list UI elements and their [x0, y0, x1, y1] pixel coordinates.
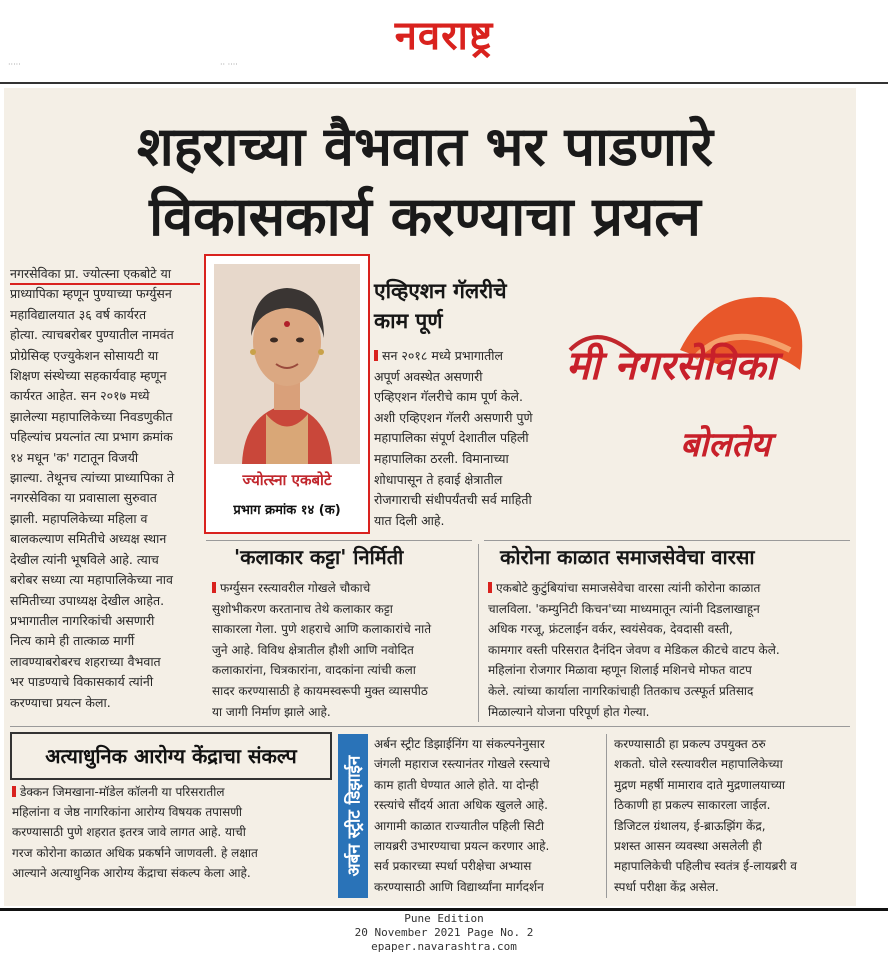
divider	[10, 726, 850, 727]
left-line: झाल्या. तेथूनच त्यांच्या प्राध्यापिका ते	[10, 470, 175, 486]
footer	[0, 912, 888, 954]
left-line: महाविद्यालयात ३६ वर्ष कार्यरत	[10, 306, 147, 322]
corona-line: कामगार वस्ती परिसरात दैनंदिन जेवण व मेडिकल कीटचे वाटप केले.	[488, 642, 780, 657]
portrait-photo	[214, 264, 360, 464]
aviation-line	[374, 346, 574, 367]
portrait-ward: प्रभाग क्रमांक १४ (क)	[233, 503, 341, 518]
aviation-line: रोजगाराची संधीपर्यंतची सर्व माहिती	[374, 492, 532, 508]
health-line	[12, 782, 332, 802]
column-logo	[560, 280, 850, 500]
left-line: प्रभागातील नागरिकांची असणारी	[10, 612, 155, 628]
corona-line-text: एकबोटे कुटुंबियांचा समाजसेवेचा वारसा त्यांनी कोरोना काळात	[496, 581, 761, 595]
left-line: १४ मधून 'क' गटातून विजयी	[10, 449, 139, 465]
health-line-text: डेक्कन जिमखाना-मॉडेल कॉलनी या परिसरातील	[20, 785, 225, 799]
divider	[484, 540, 850, 541]
portrait-box	[204, 254, 370, 534]
aviation-line-text: सन २०१८ मध्ये प्रभागातील	[382, 348, 503, 363]
left-line: नगरसेविका या प्रवासाला सुरुवात	[10, 490, 157, 506]
aviation-line: महापालिका संपूर्ण देशातील पहिली	[374, 430, 529, 446]
urban-line: अर्बन स्ट्रीट डिझाईनिंग या संकल्पनेनुसार	[374, 737, 545, 751]
aviation-title	[374, 276, 574, 336]
kalakar-line: कलाकारांना, चित्रकारांना, वादकांना त्यांची कला	[212, 663, 416, 678]
section-marker-icon	[374, 350, 378, 361]
kalakar-line: सादर करण्यासाठी हे कायमस्वरूपी मुक्त व्यासपीठ	[212, 683, 428, 698]
footer-rule	[0, 908, 888, 911]
left-line: कार्यरत आहेत. सन २०१७ मध्ये	[10, 388, 150, 404]
urban-line: करण्यासाठी हा प्रकल्प उपयुक्त ठरु	[614, 737, 766, 751]
corona-line: चालविला. 'कम्युनिटी किचन'च्या माध्यमातून त्यांनी दिडलाखाहून	[488, 601, 760, 616]
footer-edition: Pune Edition	[404, 912, 484, 925]
aviation-line: शोधापासून ते हवाई क्षेत्रातील	[374, 471, 503, 487]
left-line: भर पाडण्याचे विकासकार्य त्यांनी	[10, 674, 154, 690]
urban-design-tab	[338, 734, 368, 898]
urban-line: ठिकाणी हा प्रकल्प साकारला जाईल.	[614, 798, 771, 813]
left-line: समितीच्या उपाध्यक्ष देखील आहेत.	[10, 592, 165, 608]
kalakar-line: सुशोभीकरण करतानाच तेथे कलाकार कट्टा	[212, 601, 393, 616]
aviation-line: यात दिली आहे.	[374, 512, 445, 528]
logo-line-2: बोलतेय	[680, 425, 771, 465]
kalakar-line-text: फर्ग्युसन रस्त्यावरील गोखले चौकाचे	[220, 581, 371, 595]
section-marker-icon	[212, 582, 216, 593]
tiny-rule-mid: ·· ····	[220, 60, 238, 69]
left-column	[10, 264, 202, 713]
left-line: बालकल्याण समितीचे अध्यक्ष स्थान	[10, 531, 167, 547]
corona-line: मिळाल्याने योजना परिपूर्ण होत गेल्या.	[488, 704, 650, 719]
kalakar-body	[212, 578, 476, 722]
corona-line	[488, 578, 852, 599]
health-line: करण्यासाठी पुणे शहरात इतरत्र जावे लागत आहे. याची	[12, 825, 246, 840]
main-headline	[20, 112, 830, 252]
urban-line: जंगली महाराज रस्त्यानंतर गोखले रस्त्याचे	[374, 757, 550, 772]
health-line: आल्याने अत्याधुनिक आरोग्य केंद्राचा संकल्प केला आहे.	[12, 865, 251, 880]
urban-design-tab-label: अर्बन स्ट्रीट डिझाईन	[344, 755, 365, 877]
health-line: गरज कोरोना काळात अधिक प्रकर्षाने जाणवली. हे लक्षात	[12, 845, 258, 860]
corona-line: केले. त्यांच्या कार्याला नागरिकांचाही तितकाच उत्स्फूर्त प्रतिसाद	[488, 683, 754, 698]
left-line: प्राध्यापिका म्हणून पुण्याच्या फर्ग्युसन	[10, 286, 172, 302]
left-line: झालेल्या महापालिकेच्या निवडणुकीत	[10, 408, 173, 424]
divider	[206, 540, 472, 541]
urban-line: स्पर्धा परीक्षा केंद्र असेल.	[614, 879, 719, 894]
health-line: महिलांना व जेष्ठ नागरिकांना आरोग्य विषयक तपासणी	[12, 805, 242, 820]
footer-site-link[interactable]: epaper.navarashtra.com	[371, 940, 517, 953]
logo-line-1: मी नगरसेविका	[566, 343, 777, 389]
aviation-line: एव्हिएशन गॅलरीचे काम पूर्ण केले.	[374, 389, 523, 405]
left-line: देखील त्यांनी भूषविले आहे. त्याच	[10, 551, 159, 567]
left-line: प्रोग्रेसिव्ह एज्युकेशन सोसायटी या	[10, 347, 159, 363]
urban-line: महापालिकेची पहिलीच स्वतंत्र ई-लायब्ररी व	[614, 859, 797, 874]
kalakar-line	[212, 578, 476, 599]
aviation-body	[374, 346, 574, 531]
tiny-rule-left: ·····	[8, 60, 21, 69]
kalakar-line: जुने आहे. विविध क्षेत्रातील हौशी आणि नवोदित	[212, 642, 414, 657]
aviation-title-line-2: काम पूर्ण	[374, 309, 443, 333]
corona-title: कोरोना काळात समाजसेवेचा वारसा	[500, 545, 755, 569]
footer-date-page: 20 November 2021 Page No. 2	[354, 926, 534, 939]
urban-body-col-2	[614, 734, 852, 897]
urban-line: सर्व प्रकारच्या स्पर्धा परीक्षेचा अभ्यास	[374, 859, 532, 874]
divider	[606, 734, 607, 898]
section-marker-icon	[488, 582, 492, 593]
headline-line-2: विकासकार्य करण्याचा प्रयत्न	[149, 185, 701, 248]
left-line: होत्या. त्याचबरोबर पुण्यातील नामवंत	[10, 327, 174, 343]
section-marker-icon	[12, 786, 16, 797]
aviation-line: महापालिका ठरली. विमानाच्या	[374, 450, 509, 466]
urban-line: शकतो. घोले रस्त्यावरील महापालिकेच्या	[614, 757, 783, 772]
kalakar-line: साकारला गेला. पुणे शहराचे आणि कलाकारांचे नाते	[212, 622, 432, 637]
left-line: नगरसेविका प्रा. ज्योत्स्ना एकबोटे या	[10, 266, 172, 281]
divider	[478, 544, 479, 722]
masthead-rule	[0, 82, 888, 84]
aviation-line: अपूर्ण अवस्थेत असणारी	[374, 368, 483, 384]
corona-line: अधिक गरजू, फ्रंटलाईन वर्कर, स्वयंसेवक, देवदासी वस्ती,	[488, 622, 733, 637]
left-line: झाली. महापलिकेच्या महिला व	[10, 510, 148, 526]
urban-line: काम हाती घेण्यात आले होते. या दोन्ही	[374, 777, 539, 792]
corona-line: महिलांना रोजगार मिळावा म्हणून शिलाई मशिनचे मोफत वाटप	[488, 663, 752, 678]
headline-line-1: शहराच्या वैभवात भर पाडणारे	[136, 115, 714, 178]
kalakar-line: या जागी निर्माण झाले आहे.	[212, 704, 331, 719]
left-line: शिक्षण संस्थेच्या सहकार्यवाह म्हणून	[10, 368, 167, 384]
kalakar-title: 'कलाकार कट्टा' निर्मिती	[234, 545, 404, 569]
urban-line: डिजिटल ग्रंथालय, ई-ब्राऊझिंग केंद्र,	[614, 818, 766, 833]
health-body	[12, 782, 332, 883]
corona-body	[488, 578, 852, 722]
left-line: लावण्याबरोबरच शहराच्या वैभवात	[10, 653, 161, 669]
health-title: अत्याधुनिक आरोग्य केंद्राचा संकल्प	[10, 732, 332, 780]
urban-line: आगामी काळात राज्यातील पहिली सिटी	[374, 818, 545, 833]
left-line: नित्य कामे ही तात्काळ मार्गी	[10, 633, 135, 649]
urban-line: प्रशस्त आसन व्यवस्था असलेली ही	[614, 839, 762, 854]
aviation-line: अशी एव्हिएशन गॅलरी असणारी पुणे	[374, 409, 533, 425]
portrait-name: ज्योत्स्ना एकबोटे	[242, 471, 332, 489]
urban-line: करण्यासाठी आणि विद्यार्थ्यांना मार्गदर्शन	[374, 879, 544, 894]
masthead-logo: नवराष्ट्र	[394, 13, 494, 59]
left-line: करण्याचा प्रयत्न केला.	[10, 694, 111, 710]
urban-line: मुद्रण महर्षी मामाराव दाते मुद्रणालयाच्या	[614, 777, 786, 792]
aviation-title-line-1: एव्हिएशन गॅलरीचे	[374, 279, 507, 303]
portrait-illustration	[214, 264, 360, 464]
left-line: बरोबर सध्या त्या महापालिकेच्या नाव	[10, 572, 173, 588]
urban-line: लायब्ररी उभारण्याचा प्रयत्न करणार आहे.	[374, 839, 550, 854]
urban-body-col-1	[374, 734, 604, 897]
left-line: पहिल्यांच प्रयत्नांत त्या प्रभाग क्रमांक	[10, 429, 173, 445]
urban-line: रस्त्यांचे सौंदर्य आता अधिक खुलले आहे.	[374, 798, 548, 813]
